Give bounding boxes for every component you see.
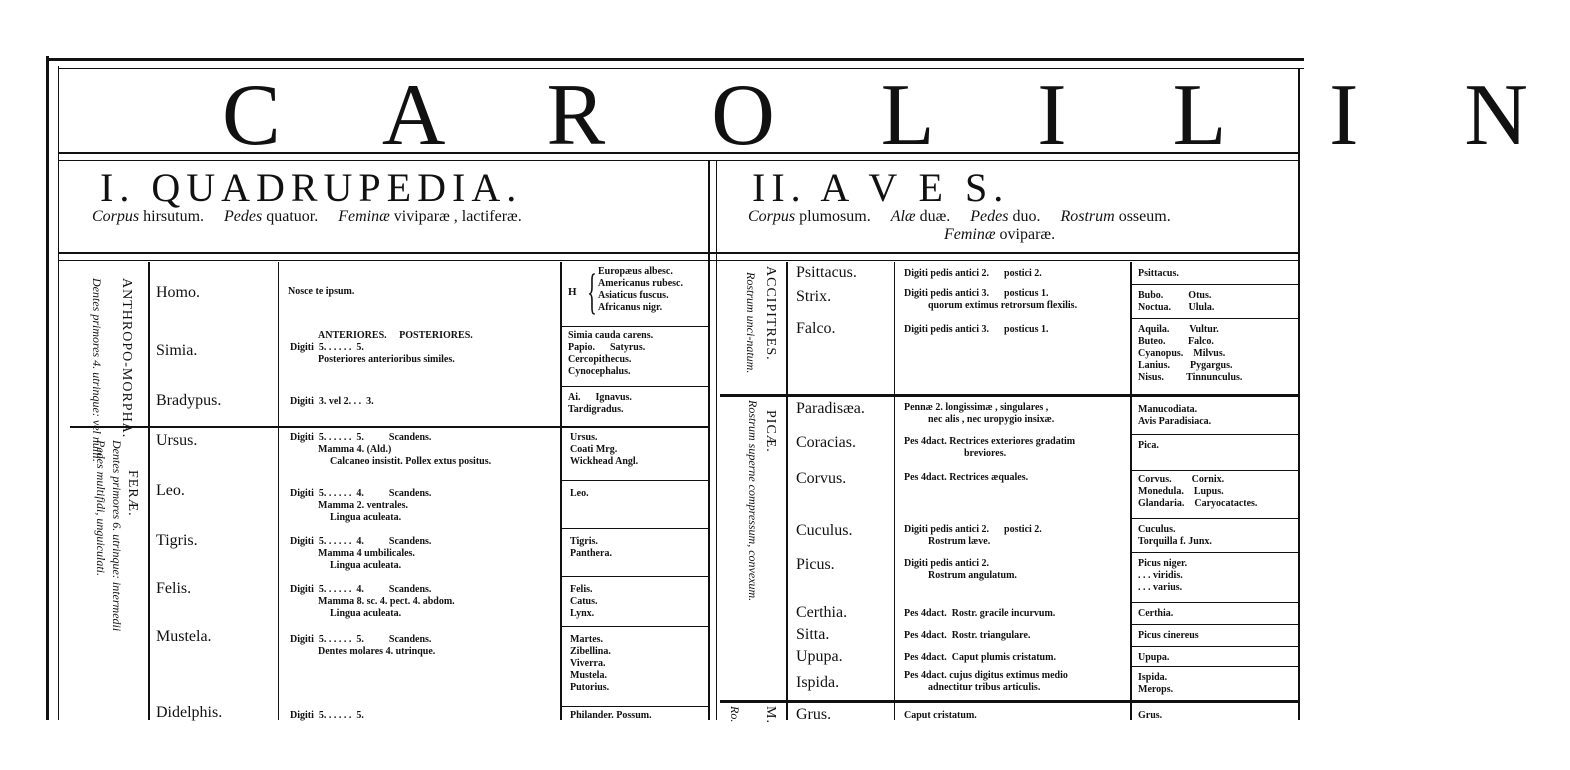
genus-desc: Caput cristatum. [904, 710, 977, 721]
desc-text: hirsutum. [139, 208, 205, 225]
genus-desc: Digiti pedis antici 2. postici 2. [904, 268, 1042, 279]
desc-line: Mamma 8. sc. 4. pect. 4. abdom. [318, 596, 455, 607]
desc-line: Digiti pedis antici 2. [904, 558, 990, 569]
title-rule-1 [58, 152, 1300, 154]
frame-left-edge [46, 56, 49, 720]
species-name: Certhia. [1138, 608, 1174, 619]
species-name: Papio. Satyrus. [568, 342, 646, 353]
order-anthropomorpha: ANTHROPO-MORPHA. [119, 278, 134, 439]
genus-desc: Pes 4dact. Rectrices æquales. [904, 472, 1029, 483]
genus-desc [904, 524, 1042, 548]
genus-desc [904, 670, 1068, 694]
species-name: Bubo. Otus. [1138, 290, 1212, 301]
species-list [1138, 558, 1187, 594]
species-name: Glandaria. Caryocatactes. [1138, 498, 1258, 509]
genus-name: Felis. [156, 580, 192, 597]
genus-desc: Digiti 3. vel 2. . . 3. [290, 396, 374, 407]
desc-line: Mamma 4. (Ald.) [318, 444, 392, 455]
species-name: Ai. Ignavus. [568, 392, 632, 403]
frame-left-inner [58, 66, 59, 720]
desc-line: Mamma 2. ventrales. [318, 500, 408, 511]
desc-line: ANTERIORES. POSTERIORES. [318, 330, 473, 341]
genus-name: Tigris. [156, 532, 198, 549]
genus-desc [904, 558, 1017, 582]
genus-name: Ursus. [156, 432, 198, 449]
order-picae: PICÆ. [763, 410, 778, 453]
species-name: Simia cauda carens. [568, 330, 654, 341]
desc-line: breviores. [964, 448, 1007, 459]
quad-species-rule-1 [562, 326, 708, 327]
quad-species-rule-4 [562, 528, 708, 529]
desc-line: Digiti 5. . . . . . 5. [290, 342, 364, 353]
order-next: M. [763, 706, 778, 724]
desc-text: oviparæ. [995, 226, 1056, 243]
species-name: Felis. [570, 584, 593, 595]
species-name: . . . viridis. [1138, 570, 1183, 581]
aves-species-rule-9 [1132, 646, 1298, 647]
species-name: Martes. [570, 634, 604, 645]
species-name: Cuculus. [1138, 524, 1176, 535]
species-name: Tardigradus. [568, 404, 624, 415]
species-name: Picus niger. [1138, 558, 1188, 569]
order-accipitres: ACCIPITRES. [763, 266, 778, 361]
desc-line: quorum extimus retrorsum flexilis. [928, 300, 1078, 311]
desc-line: Digiti pedis antici 3. posticus 1. [904, 288, 1049, 299]
genus-name: Psittacus. [796, 264, 857, 281]
genus-name: Grus. [796, 706, 832, 723]
species-name: Putorius. [570, 682, 610, 693]
desc-text: viviparæ , lactiferæ. [389, 208, 522, 225]
species-list [598, 266, 683, 314]
species-list [568, 330, 653, 378]
genus-desc [904, 288, 1077, 312]
desc-line: Digiti 5. . . . . . 5. Scandens. [290, 432, 432, 443]
species-name: Europæus albesc. [598, 266, 673, 277]
desc-line: Digiti pedis antici 2. postici 2. [904, 524, 1042, 535]
species-name: Cynocephalus. [568, 366, 631, 377]
genus-name: Homo. [156, 284, 200, 301]
aves-species-rule-1 [1132, 284, 1298, 285]
species-name: Philander. Possum. [570, 710, 652, 721]
genus-desc: Pes 4dact. Caput plumis cristatum. [904, 652, 1056, 663]
species-name: Upupa. [1138, 652, 1170, 663]
class-title-aves: II. A V E S. [752, 165, 1010, 210]
aves-species-rule-7 [1132, 602, 1298, 603]
genus-name: Picus. [796, 556, 835, 573]
desc-line: Lingua aculeata. [330, 560, 402, 571]
species-list [570, 710, 652, 722]
desc-line: Posteriores anterioribus similes. [318, 354, 455, 365]
genus-name: Cuculus. [796, 522, 853, 539]
aves-col-order [786, 262, 788, 720]
species-name: Avis Paradisiaca. [1138, 416, 1212, 427]
order-ferae: FERÆ. [125, 470, 140, 517]
genus-desc [290, 488, 431, 524]
desc-term: Pedes [224, 208, 263, 225]
species-name: Buteo. Falco. [1138, 336, 1214, 347]
desc-line: Calcaneo insistit. Pollex extus positus. [330, 456, 492, 467]
desc-line: Pennæ 2. longissimæ , singulares , [904, 402, 1049, 413]
desc-term: Corpus [748, 208, 796, 225]
species-name: Corvus. Cornix. [1138, 474, 1225, 485]
genus-desc [290, 584, 455, 620]
species-name: Mustela. [570, 670, 607, 681]
aves-order-rule-2 [720, 700, 1300, 703]
brace-icon: { [587, 263, 597, 319]
aves-species-rule-3 [1132, 434, 1298, 435]
aves-order-rule-1 [720, 394, 1300, 397]
desc-line: Pes 4dact. cujus digitus extimus medio [904, 670, 1068, 681]
genus-desc [290, 330, 473, 366]
species-list [1138, 324, 1242, 384]
quad-species-rule-6 [562, 626, 708, 627]
species-name: Panthera. [570, 548, 612, 559]
desc-term: Feminæ [338, 208, 390, 225]
species-name: Americanus rubesc. [598, 278, 683, 289]
species-list [570, 536, 612, 560]
species-list [1138, 672, 1173, 696]
species-name: Torquilla f. Junx. [1138, 536, 1212, 547]
species-name: Asiaticus fuscus. [598, 290, 669, 301]
species-name: Nisus. Tinnunculus. [1138, 372, 1243, 383]
genus-name: Paradisæa. [796, 400, 865, 417]
species-name: Ursus. [570, 432, 598, 443]
quad-order-rule [70, 426, 708, 428]
species-list [570, 432, 638, 468]
aves-species-rule-5 [1132, 518, 1298, 519]
genus-name: Coracias. [796, 434, 856, 451]
species-name: Lynx. [570, 608, 595, 619]
species-list [570, 634, 611, 694]
species-name: Africanus nigr. [598, 302, 663, 313]
desc-line: nec alis , nec uropygio insixæ. [928, 414, 1055, 425]
species-name: Cyanopus. Milvus. [1138, 348, 1226, 359]
species-list [1138, 290, 1214, 314]
genus-desc: Pes 4dact. Rostr. gracile incurvum. [904, 608, 1056, 619]
species-name: Monedula. Lupus. [1138, 486, 1224, 497]
genus-name: Bradypus. [156, 392, 222, 409]
desc-line: Rostrum læve. [928, 536, 991, 547]
aves-species-rule-2 [1132, 318, 1298, 319]
desc-line: Lingua aculeata. [330, 512, 402, 523]
quad-col-genus [278, 262, 279, 720]
desc-line: Pes 4dact. Rectrices exteriores gradatim [904, 436, 1076, 447]
genus-desc: Nosce te ipsum. [288, 286, 355, 297]
quad-species-rule-2 [562, 386, 708, 387]
genus-desc [290, 536, 431, 572]
species-name: Pica. [1138, 440, 1159, 451]
species-list [570, 488, 589, 500]
desc-line: Digiti 5. . . . . . 5. Scandens. [290, 634, 432, 645]
desc-line: adnectitur tribus articulis. [928, 682, 1041, 693]
species-name: . . . varius. [1138, 582, 1183, 593]
genus-name: Leo. [156, 482, 185, 499]
genus-desc: Digiti 5. . . . . . 5. [290, 710, 364, 721]
species-name: Merops. [1138, 684, 1174, 695]
quad-species-rule-5 [562, 576, 708, 577]
genus-name: Mustela. [156, 628, 212, 645]
aves-species-rule-10 [1132, 666, 1298, 667]
species-name: Leo. [570, 488, 589, 499]
class-divider-a [708, 160, 710, 720]
species-name: Zibellina. [570, 646, 611, 657]
species-name: Ispida. [1138, 672, 1168, 683]
species-list [1138, 524, 1212, 548]
aves-col-genus [894, 262, 895, 720]
species-list [1138, 404, 1211, 428]
genus-name: Strix. [796, 288, 832, 305]
desc-term: Corpus [92, 208, 140, 225]
quad-species-rule-3 [562, 480, 708, 481]
desc-line: Digiti 5. . . . . . 4. Scandens. [290, 584, 432, 595]
order-ferae-note1: Dentes primores 6. utrinque: intermedii [110, 440, 124, 632]
species-name: Coati Mrg. [570, 444, 618, 455]
genus-name: Ispida. [796, 674, 840, 691]
genus-desc [290, 432, 491, 468]
quad-species-rule-7 [562, 706, 708, 707]
genus-name: Didelphis. [156, 704, 223, 721]
desc-line: Rostrum angulatum. [928, 570, 1017, 581]
species-name: Manucodiata. [1138, 404, 1198, 415]
quad-col-species [560, 262, 562, 720]
desc-text: quatuor. [262, 208, 319, 225]
desc-term: Rostrum [1060, 208, 1115, 225]
desc-line: Mamma 4 umbilicales. [318, 548, 415, 559]
order-accipitres-note: Rostrum unci-natum. [744, 272, 758, 374]
title-rule-2 [58, 160, 1300, 161]
species-name: Picus cinereus [1138, 630, 1199, 641]
species-name: Noctua. Ulula. [1138, 302, 1215, 313]
desc-text: plumosum. [795, 208, 871, 225]
class-divider-b [716, 160, 717, 720]
brace-letter: H [568, 286, 577, 298]
desc-term: Pedes [970, 208, 1009, 225]
genus-name: Corvus. [796, 470, 847, 487]
genus-name: Upupa. [796, 648, 843, 665]
desc-line: Digiti 5. . . . . . 4. Scandens. [290, 536, 432, 547]
class-title-quadrupedia: I. QUADRUPEDIA. [100, 165, 523, 210]
aves-species-rule-6 [1132, 552, 1298, 553]
species-name: Lanius. Pygargus. [1138, 360, 1233, 371]
desc-line: Digiti 5. . . . . . 4. Scandens. [290, 488, 432, 499]
species-name: Grus. [1138, 710, 1163, 721]
species-list [568, 392, 632, 416]
frame-top [46, 58, 1304, 61]
genus-desc [904, 402, 1054, 426]
species-name: Cercopithecus. [568, 354, 632, 365]
species-name: Tigris. [570, 536, 598, 547]
order-ferae-note2: Pedes multifidi, unguiculati. [94, 440, 108, 576]
aves-species-rule-8 [1132, 624, 1298, 625]
desc-term: Alæ [890, 208, 916, 225]
desc-line: Dentes molares 4. utrinque. [318, 646, 436, 657]
genus-name: Certhia. [796, 604, 848, 621]
order-anthropomorpha-note: Dentes primores 4. utrinque: vel nulli. [90, 278, 104, 462]
order-picae-note: Rostrum superne compressum, convexum. [746, 400, 760, 602]
class-desc-aves-line1 [748, 208, 1171, 226]
aves-col-species [1130, 262, 1132, 720]
genus-desc [290, 634, 435, 658]
genus-desc: Pes 4dact. Rostr. triangulare. [904, 630, 1031, 641]
desc-line: Lingua aculeata. [330, 608, 402, 619]
class-desc-quadrupedia [92, 208, 522, 226]
desc-text: duæ. [915, 208, 951, 225]
species-name: Psittacus. [1138, 268, 1179, 279]
species-name: Aquila. Vultur. [1138, 324, 1219, 335]
genus-desc [904, 436, 1075, 460]
order-next-note: Ro. [728, 706, 742, 723]
page-title: C A R O L I L I N [222, 67, 1570, 164]
genus-name: Sitta. [796, 626, 830, 643]
genus-desc: Digiti pedis antici 3. posticus 1. [904, 324, 1049, 335]
class-desc-aves-line2 [944, 226, 1055, 244]
header-rule-2 [58, 260, 1300, 261]
desc-term: Feminæ [944, 226, 996, 243]
quad-col-order [148, 262, 150, 720]
species-name: Wickhead Angl. [570, 456, 639, 467]
species-name: Viverra. [570, 658, 606, 669]
genus-name: Simia. [156, 342, 198, 359]
desc-text: duo. [1008, 208, 1041, 225]
genus-name: Falco. [796, 320, 836, 337]
desc-text: osseum. [1114, 208, 1171, 225]
header-rule-1 [58, 252, 1300, 254]
species-name: Catus. [570, 596, 598, 607]
aves-species-rule-4 [1132, 470, 1298, 471]
species-list [570, 584, 598, 620]
species-list [1138, 474, 1257, 510]
